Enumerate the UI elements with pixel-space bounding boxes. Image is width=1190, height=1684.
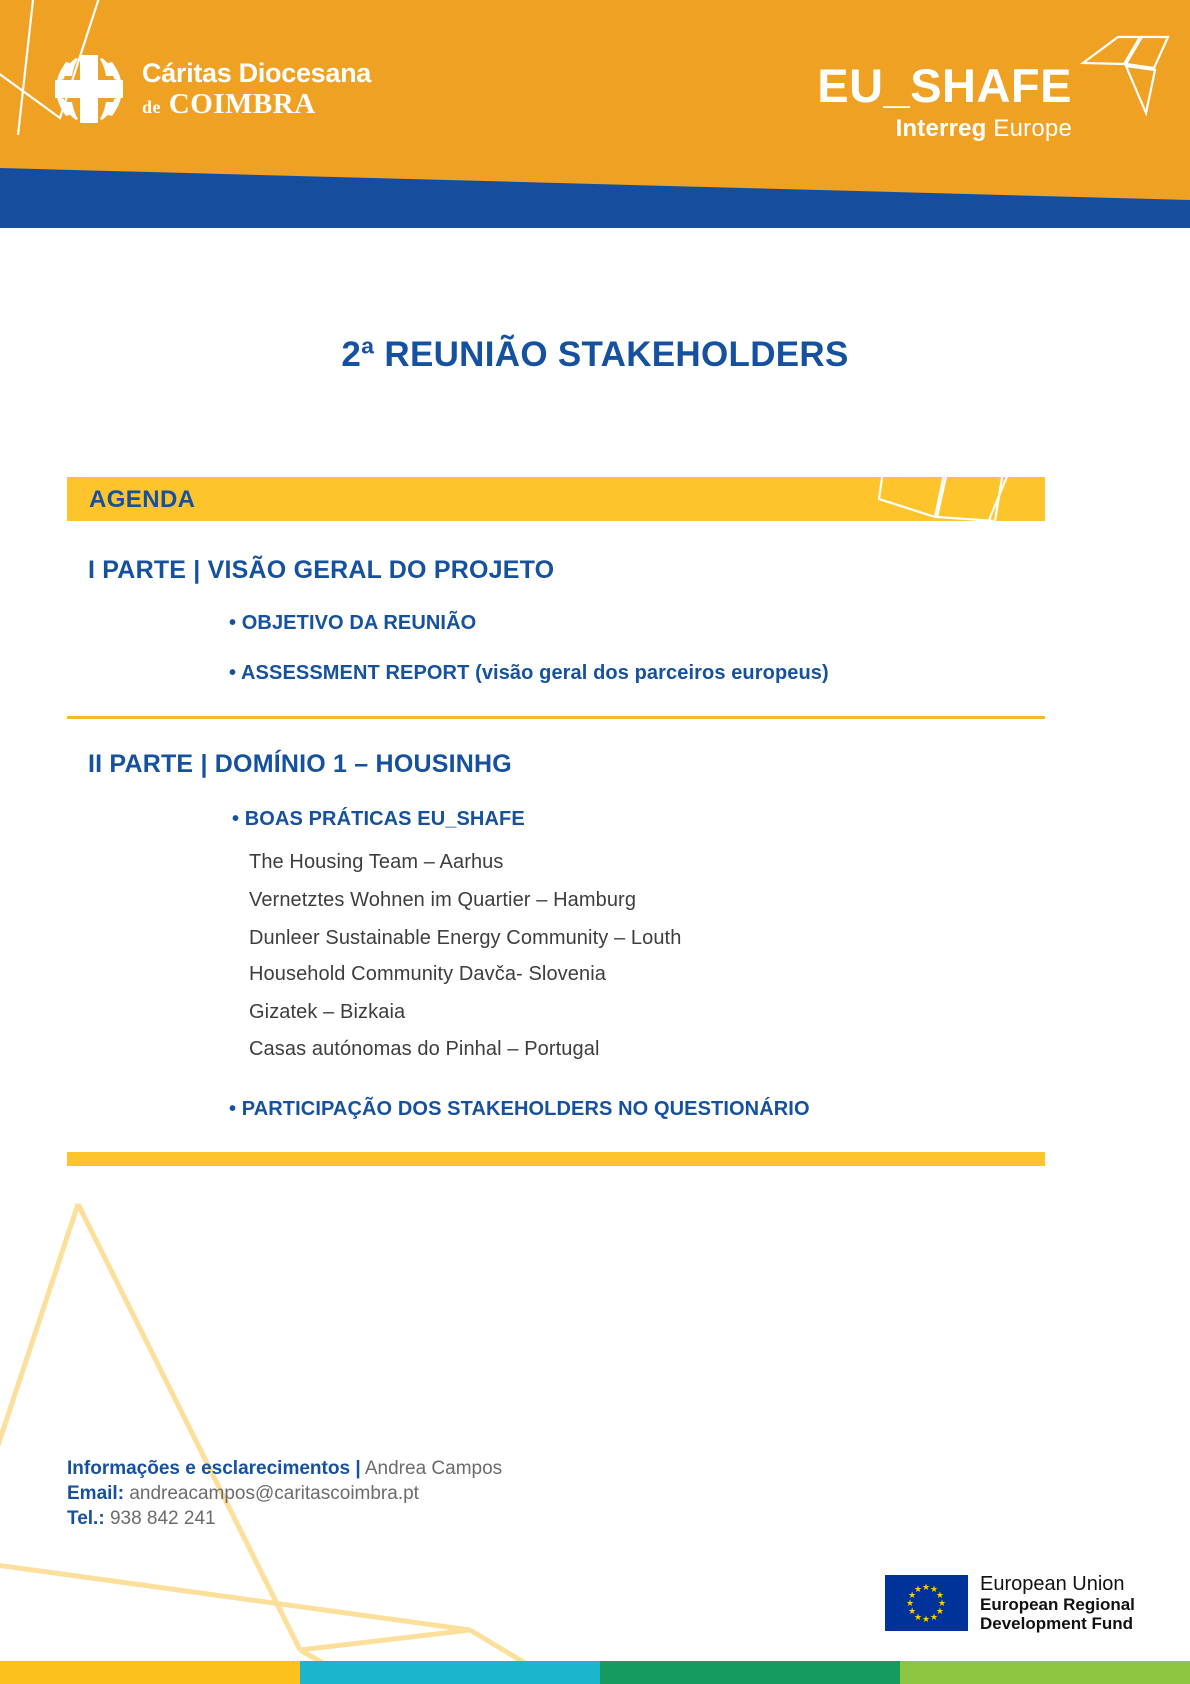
page-header [0, 0, 1190, 228]
eu-star-icon: ★ [908, 1589, 917, 1600]
contact-email-line [67, 1481, 502, 1506]
eu-star-icon: ★ [914, 1611, 923, 1622]
strip-green [600, 1661, 900, 1684]
agenda-bar [67, 477, 1045, 521]
agenda-bar-label: AGENDA [89, 486, 196, 513]
eu-badge-line-1: European Union [980, 1573, 1125, 1595]
contact-tel-label: Tel.: [67, 1508, 105, 1530]
eu-star-icon: ★ [935, 1605, 944, 1616]
contact-label: Informações e esclarecimentos [67, 1458, 351, 1479]
interreg-word: Interreg [895, 115, 987, 142]
eu-star-icon: ★ [914, 1583, 923, 1594]
contact-tel-value: 938 842 241 [109, 1508, 216, 1530]
caritas-logo [52, 52, 371, 126]
contact-block [67, 1456, 502, 1531]
eu-flag-icon [885, 1575, 968, 1631]
eu-funding-badge [885, 1573, 1135, 1633]
agenda-divider-thin [67, 716, 1045, 719]
eu-star-icon: ★ [908, 1605, 917, 1616]
eu-star-icon: ★ [930, 1583, 939, 1594]
agenda-section-1-heading: I PARTE | VISÃO GERAL DO PROJETO [88, 556, 555, 584]
bottom-color-strip [0, 1661, 1190, 1684]
contact-email-label: Email: [67, 1483, 125, 1505]
contact-person-line [67, 1456, 502, 1481]
strip-lime [900, 1661, 1190, 1684]
eu-star-icon: ★ [922, 1613, 931, 1624]
europe-word: Europe [993, 115, 1072, 142]
caritas-name-line: Cáritas Diocesana [142, 57, 372, 88]
best-practice-item-3: Dunleer Sustainable Energy Community – Louth [249, 927, 682, 949]
agenda-divider-thick [67, 1152, 1045, 1166]
interreg-polygon-icon [1080, 34, 1172, 129]
contact-person-name: Andrea Campos [364, 1458, 503, 1479]
caritas-city-word: COIMBRA [168, 87, 316, 120]
caritas-de-word: de [142, 96, 161, 117]
best-practice-item-4: Household Community Davča- Slovenia [249, 963, 606, 985]
agenda-section-2-closing-bullet: • PARTICIPAÇÃO DOS STAKEHOLDERS NO QUESTIONÁRIO [229, 1098, 810, 1120]
best-practice-item-1: The Housing Team – Aarhus [249, 851, 504, 873]
eu-badge-line-3: Development Fund [980, 1614, 1134, 1634]
page-title: 2ª REUNIÃO STAKEHOLDERS [341, 335, 849, 374]
caritas-cross-icon [52, 52, 126, 126]
contact-email-value[interactable]: andreacampos@caritascoimbra.pt [129, 1483, 419, 1505]
eu-star-icon: ★ [938, 1597, 947, 1608]
best-practice-item-5: Gizatek – Bizkaia [249, 1001, 406, 1023]
eu-star-icon: ★ [906, 1597, 915, 1608]
contact-tel-line [67, 1506, 502, 1531]
interreg-europe-subtitle [817, 117, 1072, 141]
eu-star-icon: ★ [922, 1581, 931, 1592]
eu-shafe-wordmark: EU_SHAFE [817, 59, 1072, 112]
contact-separator: | [355, 1458, 361, 1479]
caritas-city-line [142, 87, 371, 120]
agenda-section-1-bullet-1: • OBJETIVO DA REUNIÃO [229, 612, 477, 634]
best-practice-item-6: Casas autónomas do Pinhal – Portugal [249, 1038, 600, 1060]
eu-shafe-logo [817, 59, 1072, 142]
agenda-section-1-bullet-2: • ASSESSMENT REPORT (visão geral dos parceiros europeus) [229, 662, 829, 684]
best-practice-item-2: Vernetztes Wohnen im Quartier – Hamburg [249, 889, 637, 911]
agenda-section-2-bullet-1: • BOAS PRÁTICAS EU_SHAFE [232, 808, 525, 830]
strip-yellow [0, 1661, 300, 1684]
eu-badge-line-2: European Regional [980, 1595, 1135, 1615]
eu-star-icon: ★ [935, 1589, 944, 1600]
strip-cyan [300, 1661, 600, 1684]
agenda-bar-polygon-decoration [875, 477, 1045, 521]
eu-star-icon: ★ [930, 1611, 939, 1622]
agenda-section-2-heading: II PARTE | DOMÍNIO 1 – HOUSINHG [88, 750, 512, 778]
